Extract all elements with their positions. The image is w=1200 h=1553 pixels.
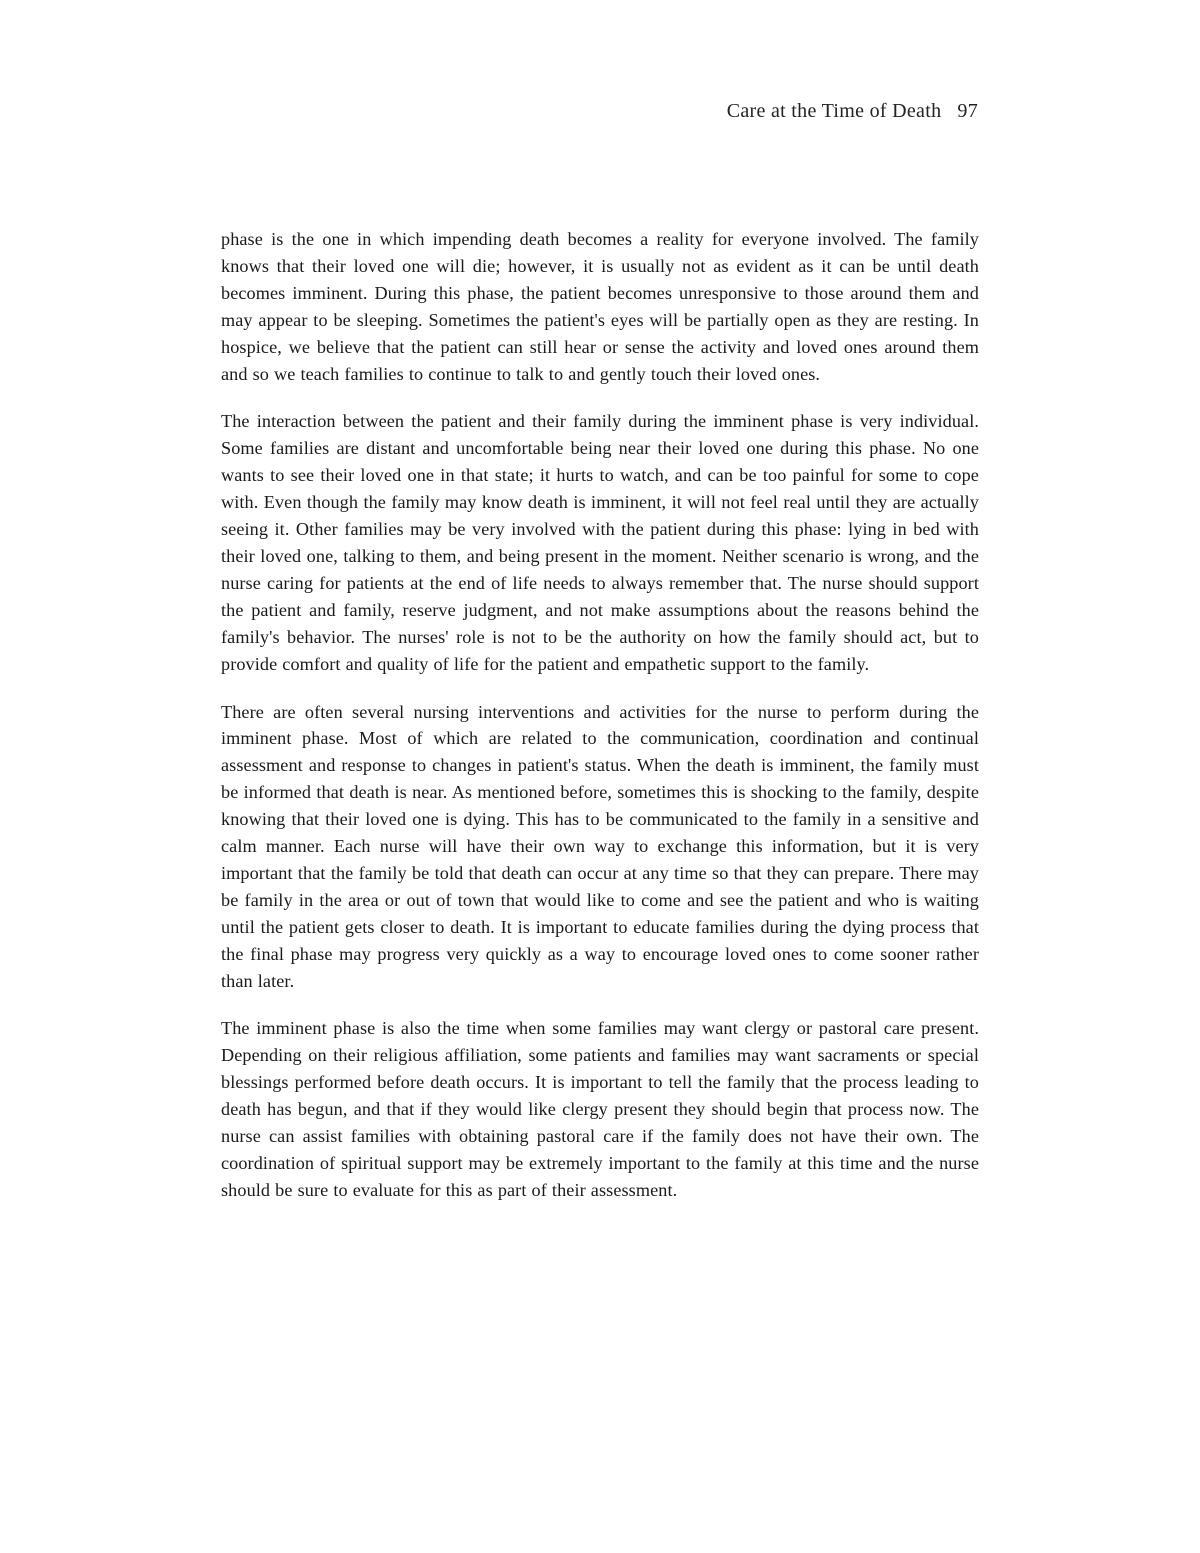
paragraph: The interaction between the patient and their family during the imminent phase is very individual. Some families are distant and uncomfortable being near their loved one during this phase. No one wants to see their loved one in that state; it hurts to watch, and can be too painful for some to cope with. Even though the family may know death is imminent, it will not feel real until they are actually seeing it. Other families may be very involved with the patient during this phase: lying in bed with their loved one, talking to them, and being present in the moment. Neither scenario is wrong, and the nurse caring for patients at the end of life needs to always remember that. The nurse should support the patient and family, reserve judgment, and not make assumptions about the reasons behind the family's behavior. The nurses' role is not to be the authority on how the family should act, but to provide comfort and quality of life for the patient and empathetic support to the family. bbox=[221, 411, 979, 674]
running-title: Care at the Time of Death bbox=[726, 100, 942, 122]
paragraph: The imminent phase is also the time when some families may want clergy or pastoral care present. Depending on their religious affiliation, some patients and families may want sacraments or special blessings performed before death occurs. It is important to tell the family that the process leading to death has begun, and that if they would like clergy present they should begin that process now. The nurse can assist families with obtaining pastoral care if the family does not have their own. The coordination of spiritual support may be extremely important to the family at this time and the nurse should be sure to evaluate for this as part of their assessment. bbox=[221, 1018, 979, 1200]
page-number: 97 bbox=[957, 100, 978, 122]
paragraph: There are often several nursing interventions and activities for the nurse to perform during the imminent phase. Most of which are related to the communication, coordination and continual assessment and response to changes in patient's status. When the death is imminent, the family must be informed that death is near. As mentioned before, sometimes this is shocking to the family, despite knowing that their loved one is dying. This has to be communicated to the family in a sensitive and calm manner. Each nurse will have their own way to exchange this information, but it is very important that the family be told that death can occur at any time so that they can prepare. There may be family in the area or out of town that would like to come and see the patient and who is waiting until the patient gets closer to death. It is important to educate families during the dying process that the final phase may progress very quickly as a way to encourage loved ones to come sooner rather than later. bbox=[221, 701, 979, 991]
body-text bbox=[221, 226, 979, 1225]
running-head bbox=[727, 100, 978, 123]
paragraph: phase is the one in which impending death becomes a reality for everyone involved. The family knows that their loved one will die; however, it is usually not as evident as it can be until death becomes imminent. During this phase, the patient becomes unresponsive to those around them and may appear to be sleeping. Sometimes the patient's eyes will be partially open as they are resting. In hospice, we believe that the patient can still hear or sense the activity and loved ones around them and so we teach families to continue to talk to and gently touch their loved ones. bbox=[221, 229, 979, 384]
